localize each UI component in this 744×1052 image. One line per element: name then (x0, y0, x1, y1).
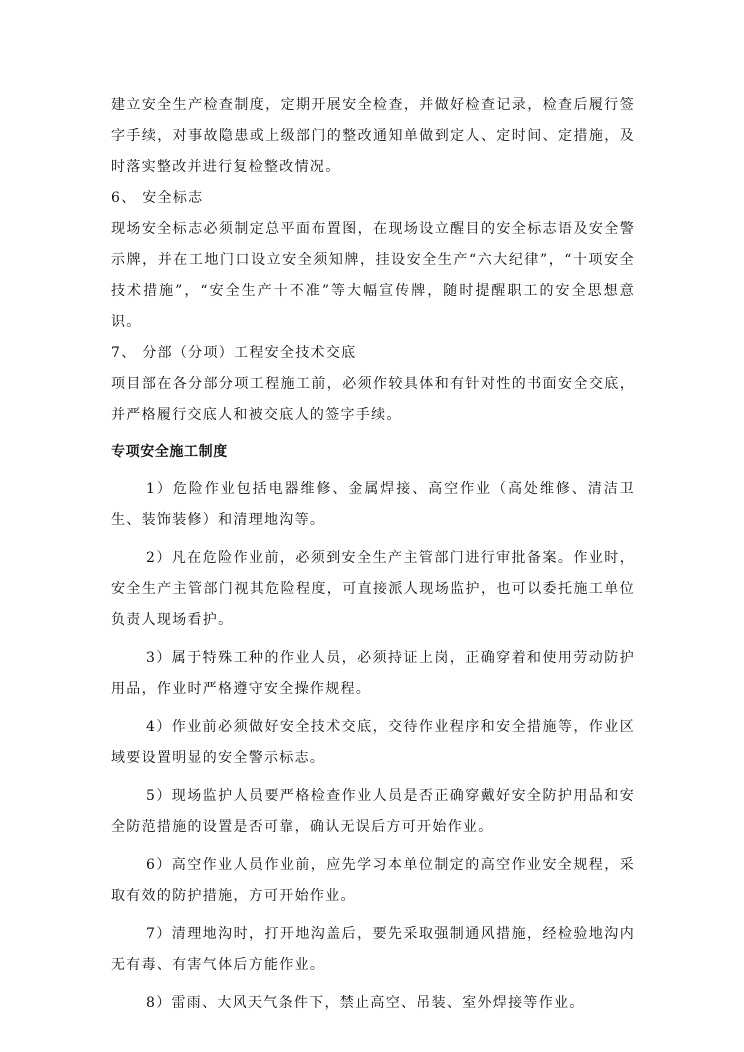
paragraph-safety-briefing: 项目部在各分部分项工程施工前，必须作较具体和有针对性的书面安全交底，并严格履行交底人和被交底人的签字手续。 (111, 376, 635, 423)
list-item: 2）凡在危险作业前，必须到安全生产主管部门进行审批备案。作业时，安全生产主管部门视其危险程度，可直接派人现场监护，也可以委托施工单位负责人现场看护。 (111, 550, 635, 628)
paragraph-safety-signs: 现场安全标志必须制定总平面布置图，在现场设立醒目的安全标志语及安全警示牌，并在工地门口设立安全须知牌，挂设安全生产“六大纪律”，“十项安全技术措施”，“安全生产十不准”等大幅宣传牌，随时提醒职工的安全思想意识。 (111, 221, 635, 330)
list-item: 1）危险作业包括电器维修、金属焊接、高空作业（高处维修、清洁卫生、装饰装修）和清理地沟等。 (111, 481, 635, 528)
section-7-title: 7、 分部（分项）工程安全技术交底 (111, 345, 357, 361)
list-item: 7）清理地沟时，打开地沟盖后，要先采取强制通风措施，经检验地沟内无有毒、有害气体后方能作业。 (111, 926, 635, 973)
special-safety-heading: 专项安全施工制度 (111, 444, 228, 460)
list-item: 3）属于特殊工种的作业人员，必须持证上岗，正确穿着和使用劳动防护用品，作业时严格遵守安全操作规程。 (111, 650, 635, 697)
document-page (111, 90, 635, 1026)
list-item: 5）现场监护人员要严格检查作业人员是否正确穿戴好安全防护用品和安全防范措施的设置是否可靠，确认无误后方可开始作业。 (111, 788, 635, 835)
list-item: 6）高空作业人员作业前，应先学习本单位制定的高空作业安全规程，采取有效的防护措施，方可开始作业。 (111, 857, 635, 904)
list-item: 8）雷雨、大风天气条件下，禁止高空、吊装、室外焊接等作业。 (146, 995, 585, 1011)
paragraph-inspection: 建立安全生产检查制度，定期开展安全检查，并做好检查记录，检查后履行签字手续，对事故隐患或上级部门的整改通知单做到定人、定时间、定措施，及时落实整改并进行复检整改情况。 (111, 97, 635, 175)
section-6-title: 6、 安全标志 (111, 190, 204, 206)
list-item: 4）作业前必须做好安全技术交底，交待作业程序和安全措施等，作业区域要设置明显的安全警示标志。 (111, 719, 635, 766)
